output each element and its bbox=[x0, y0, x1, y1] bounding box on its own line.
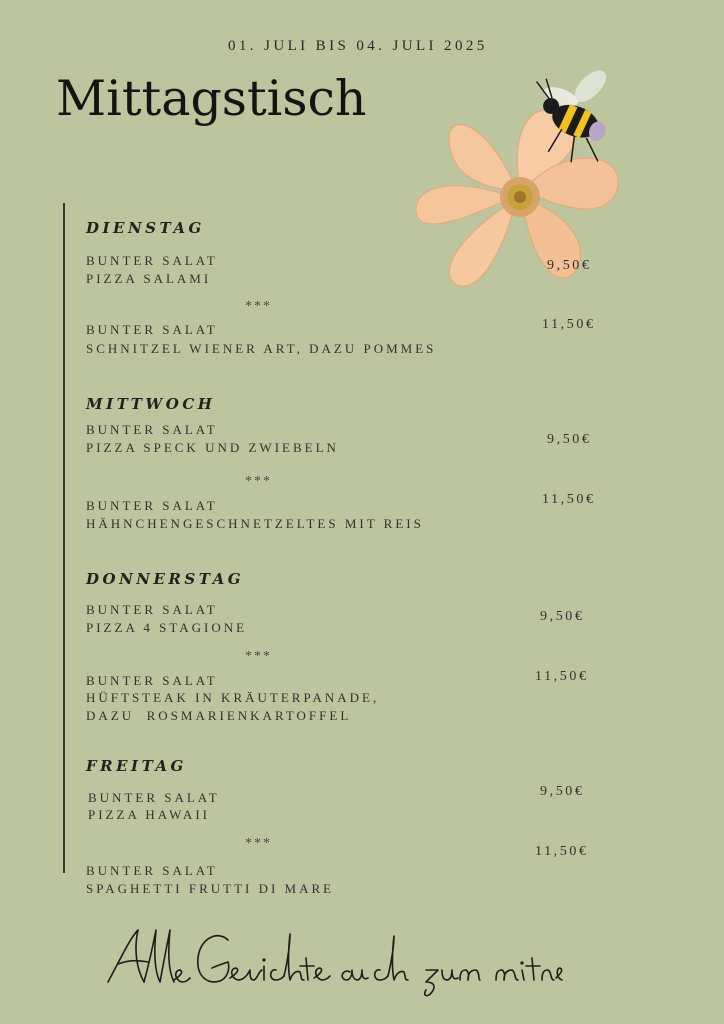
date-range: 01. JULI BIS 04. JULI 2025 bbox=[228, 38, 488, 54]
price: 11,50€ bbox=[535, 669, 589, 684]
menu-line: BUNTER SALAT bbox=[86, 602, 218, 617]
takeaway-note-script bbox=[100, 920, 570, 1002]
separator: *** bbox=[245, 474, 272, 489]
separator: *** bbox=[245, 836, 272, 851]
menu-line: HÄHNCHENGESCHNETZELTES MIT REIS bbox=[86, 516, 424, 531]
price: 11,50€ bbox=[542, 492, 596, 507]
day-heading: DIENSTAG bbox=[86, 219, 205, 237]
menu-line: DAZU ROSMARIENKARTOFFEL bbox=[86, 708, 352, 723]
price: 9,50€ bbox=[547, 258, 592, 273]
day-heading: DONNERSTAG bbox=[86, 570, 245, 588]
menu-line: PIZZA 4 STAGIONE bbox=[86, 620, 248, 635]
menu-line: BUNTER SALAT bbox=[88, 790, 220, 805]
menu-line: SPAGHETTI FRUTTI DI MARE bbox=[86, 881, 335, 896]
price: 9,50€ bbox=[540, 609, 585, 624]
price: 9,50€ bbox=[547, 432, 592, 447]
menu-line: HÜFTSTEAK IN KRÄUTERPANADE, bbox=[86, 690, 380, 705]
page-title: Mittagstisch bbox=[56, 70, 367, 127]
menu-line: BUNTER SALAT bbox=[86, 498, 218, 513]
separator: *** bbox=[245, 649, 272, 664]
menu-line: BUNTER SALAT bbox=[86, 863, 218, 878]
vertical-divider bbox=[63, 203, 65, 873]
menu-line: PIZZA HAWAII bbox=[88, 807, 210, 822]
menu-line: BUNTER SALAT bbox=[86, 422, 218, 437]
day-heading: MITTWOCH bbox=[86, 395, 216, 413]
menu-line: PIZZA SPECK UND ZWIEBELN bbox=[86, 440, 339, 455]
price: 11,50€ bbox=[535, 844, 589, 859]
flower-with-bumblebee-icon bbox=[412, 50, 632, 302]
day-heading: FREITAG bbox=[86, 757, 187, 775]
menu-line: PIZZA SALAMI bbox=[86, 271, 212, 286]
separator: *** bbox=[245, 299, 272, 314]
menu-line: BUNTER SALAT bbox=[86, 253, 218, 268]
menu-line: BUNTER SALAT bbox=[86, 322, 218, 337]
menu-line: BUNTER SALAT bbox=[86, 673, 218, 688]
price: 11,50€ bbox=[542, 317, 596, 332]
menu-line: SCHNITZEL WIENER ART, DAZU POMMES bbox=[86, 341, 437, 356]
price: 9,50€ bbox=[540, 784, 585, 799]
